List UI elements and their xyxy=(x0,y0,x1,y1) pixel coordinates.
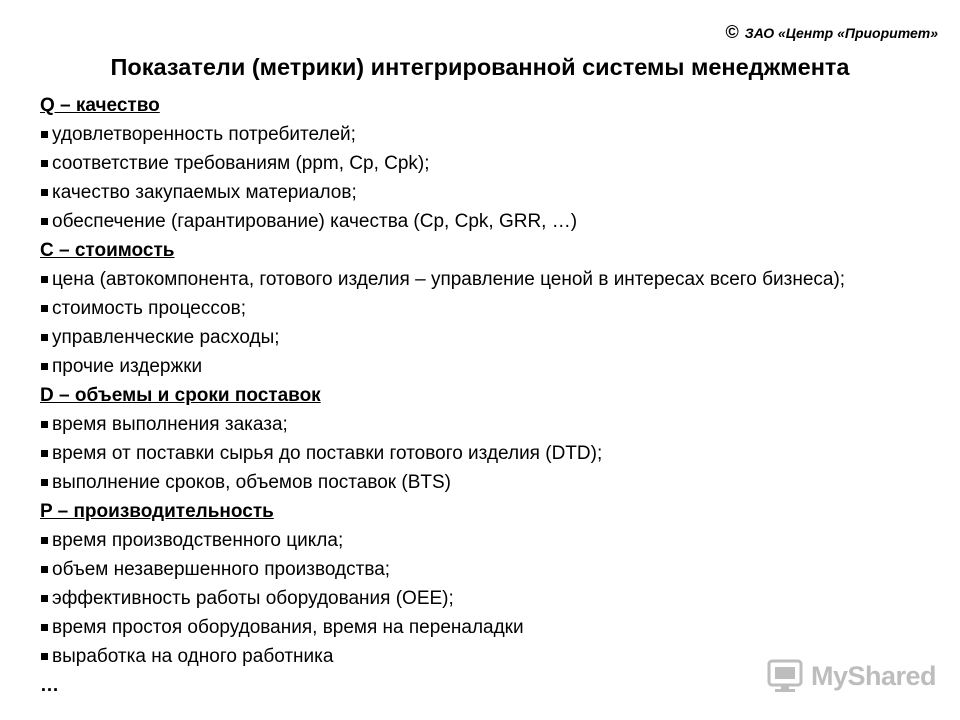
copyright-symbol: © xyxy=(725,22,739,42)
list-item: прочие издержки xyxy=(40,352,920,381)
bullet-icon xyxy=(41,131,48,138)
bullet-icon xyxy=(41,334,48,341)
section-heading-quality: Q – качество xyxy=(40,95,160,116)
bullet-icon xyxy=(41,421,48,428)
bullet-icon xyxy=(41,218,48,225)
list-item: стоимость процессов; xyxy=(40,294,920,323)
bullet-icon xyxy=(41,160,48,167)
bullet-icon xyxy=(41,653,48,660)
copyright-text: ЗАО «Центр «Приоритет» xyxy=(744,25,938,41)
section-heading-cost: C – стоимость xyxy=(40,240,175,261)
list-item: время простоя оборудования, время на переналадки xyxy=(40,613,920,642)
watermark xyxy=(765,657,936,695)
myshared-logo-icon xyxy=(765,657,807,695)
list-item: время производственного цикла; xyxy=(40,526,920,555)
list-item: управленческие расходы; xyxy=(40,323,920,352)
list-item: время выполнения заказа; xyxy=(40,410,920,439)
bullet-icon xyxy=(41,363,48,370)
list-item: выработка на одного работника xyxy=(40,642,920,671)
list-item: цена (автокомпонента, готового изделия – управление ценой в интересах всего бизнеса); xyxy=(40,265,920,294)
bullet-icon xyxy=(41,595,48,602)
copyright-notice xyxy=(726,22,938,43)
bullet-icon xyxy=(41,566,48,573)
list-item: выполнение сроков, объемов поставок (BTS) xyxy=(40,468,920,497)
continuation-ellipsis: … xyxy=(40,675,59,696)
list-item: удовлетворенность потребителей; xyxy=(40,120,920,149)
bullet-icon xyxy=(41,189,48,196)
list-item: обеспечение (гарантирование) качества (Cp, Cpk, GRR, …) xyxy=(40,207,920,236)
list-item: эффективность работы оборудования (OEE); xyxy=(40,584,920,613)
bullet-icon xyxy=(41,479,48,486)
page-title: Показатели (метрики) интегрированной системы менеджмента xyxy=(110,54,850,80)
metrics-list xyxy=(40,91,920,700)
bullet-icon xyxy=(41,537,48,544)
bullet-icon xyxy=(41,450,48,457)
section-heading-productivity: P – производительность xyxy=(40,501,274,522)
watermark-text: MyShared xyxy=(811,660,937,691)
list-item: объем незавершенного производства; xyxy=(40,555,920,584)
list-item: время от поставки сырья до поставки готового изделия (DTD); xyxy=(40,439,920,468)
bullet-icon xyxy=(41,305,48,312)
list-item: соответствие требованиям (ppm, Cp, Cpk); xyxy=(40,149,920,178)
bullet-icon xyxy=(41,276,48,283)
list-item: качество закупаемых материалов; xyxy=(40,178,920,207)
section-heading-delivery: D – объемы и сроки поставок xyxy=(40,385,321,406)
bullet-icon xyxy=(41,624,48,631)
